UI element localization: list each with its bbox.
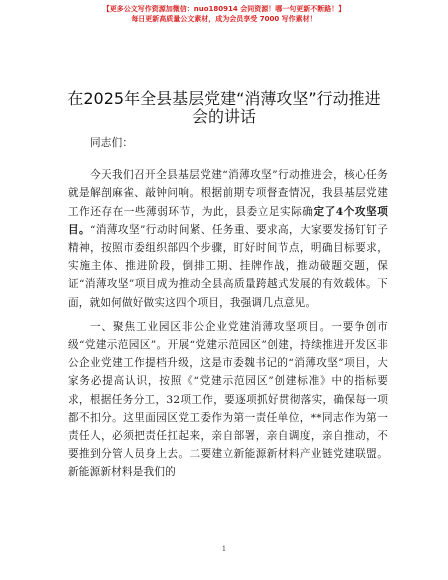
paragraph-1 — [68, 166, 388, 312]
paragraph-2-text: 一、聚焦工业园区非公企业党建消薄攻坚项目。一要争创市级“党建示范园区”。开展“党建示范园区”创建，持续推进开发区非公企业党建工作提档升级，这是市委魏书记的“消薄攻坚”项目，大家务必提高认识，按照《“党建示范园区”创建标准》中的指标要求，根据任务分工，32项工作，要逐项抓好贯彻落实，确保每一项都不扣分。这里面园区党工委作为第一责任单位，**同志作为第一责任人，必须把责任扛起来，亲自部署，亲自调度，亲自推动，不要推到分管人员身上去。二要建立新能源新材料产业链党建联盟。新能源新材料是我们的 — [68, 320, 388, 479]
paragraph-1-text-a: 今天我们召开全县基层党建“消薄攻坚”行动推进会，核心任务就是解剖麻雀、敲钟问响。根据前期专项督查情况，我县基层党建工作还存在一些薄弱环节，为此，县委立足实际确 — [68, 169, 388, 218]
page-number: 1 — [221, 545, 227, 553]
document-title-line-1: 在2025年全县基层党建“消薄攻坚”行动推进 — [67, 89, 381, 108]
document-title-line-2: 会的讲话 — [191, 107, 256, 126]
promo-banner — [0, 4, 448, 24]
promo-banner-line-1: 【更多公文写作资源加微信：nuo180914 会同资源！哪一句更新不断路！】 — [102, 5, 346, 13]
promo-banner-line-2: 每日更新高质量公文素材，成为会员享受 7000 写作素材！ — [131, 15, 317, 23]
paragraph-2 — [68, 318, 388, 482]
paragraph-1-text-b: “消薄攻坚”行动时间紧、任务重、要求高，大家要发扬钉钉子精神，按照市委组织部四个步骤，盯好时间节点，明确目标要求，实施主体、推进阶段，倒排工期、挂牌作战，推动破题交题，保证“消薄攻坚”项目成为推动全县高质量跨越式发展的有效载体。下面，就如何做好做实这四个项目，我强调几点意见。 — [68, 223, 388, 309]
document-body — [68, 134, 388, 488]
salutation: 同志们： — [90, 137, 134, 149]
paragraph-1-bold-text: 定了4个攻坚项目。 — [68, 205, 388, 236]
